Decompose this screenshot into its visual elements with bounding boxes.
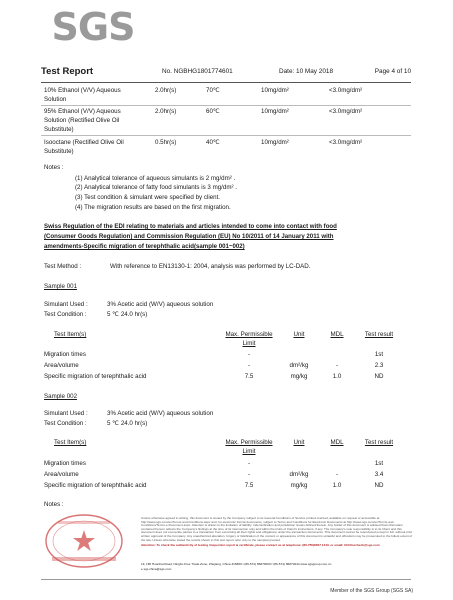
table-row-unit: dm²/kg: [289, 362, 309, 369]
table-row-result: ND: [374, 373, 384, 380]
col-header-limit: Limit: [242, 448, 256, 455]
table-row-item: Area/volume: [44, 471, 79, 478]
time-cell: 2.0hr(s): [155, 87, 177, 94]
conc-cell: 10mg/dm²: [261, 108, 289, 115]
table-row-result: 1st: [374, 351, 384, 358]
table-row-item: Specific migration of terephthalic acid: [44, 373, 147, 380]
table-row-item: Migration times: [44, 460, 86, 467]
simulant-cell: Solution: [44, 96, 67, 103]
header-divider: [41, 82, 411, 83]
col-header-unit: Unit: [293, 439, 305, 446]
simulant-cell: 95% Ethanol (V/V) Aqueous: [44, 108, 121, 115]
time-cell: 2.0hr(s): [155, 108, 177, 115]
table-row-result: 3.4: [374, 471, 384, 478]
table-row-limit: 7.5: [244, 373, 254, 380]
col-header-item: Test Item(s): [54, 331, 87, 338]
simulant-cell: Substitute): [44, 126, 74, 133]
conc-cell: 10mg/dm²: [261, 139, 289, 146]
simulant-cell: Isooctane (Rectified Olive Oil: [44, 139, 124, 146]
table-row-item: Specific migration of terephthalic acid: [44, 482, 147, 489]
table-row-result: ND: [374, 482, 384, 489]
table-row-limit: -: [247, 362, 251, 369]
test-condition-label: Test Condition :: [44, 420, 87, 427]
page-indicator: Page 4 of 10: [374, 68, 411, 75]
table-row-unit: mg/kg: [290, 482, 308, 489]
table-row-mdl: -: [335, 471, 339, 478]
temp-cell: 70℃: [206, 87, 220, 94]
table-row-mdl: 1.0: [332, 482, 342, 489]
col-header-mdl: MDL: [330, 439, 344, 446]
member-line: Member of the SGS Group (SGS SA): [330, 588, 413, 594]
test-condition-value: 5 ℃ 24.0 hr(s): [107, 311, 148, 318]
table-row-result: 1st: [374, 460, 384, 467]
sample-title: Sample 002: [44, 393, 78, 400]
report-number: No. NGBHG1801774601: [162, 68, 233, 75]
simulant-cell: Substitute): [44, 148, 74, 155]
note-item: (2) Analytical tolerance of fatty food simulants is 3 mg/dm² .: [75, 184, 237, 191]
test-condition-label: Test Condition :: [44, 311, 87, 318]
disclaimer-text: Unless otherwise agreed in writing, this document is issued by the Company subject to its General Conditions of Service printed overleaf, available on request or accessible at http://www.sgs.com/en/Terms-and-Conditions.aspx and, for electronic format documents, subject to Terms and Conditions for Electronic Documents at http://www.sgs.com/en/Terms-and-Conditions/Terms-e-Document.aspx. Attention is drawn to the limitation of liability, indemnification and jurisdiction issues defined therein. Any holder of this document is advised that information contained hereon reflects the Company's findings at the time of its intervention only and within the limits of Client's instructions, if any. The Company's sole responsibility is to its Client and this document does not exonerate parties to a transaction from exercising all their rights and obligations under the transaction documents. This document cannot be reproduced except in full, without prior written approval of the Company. Any unauthorized alteration, forgery or falsification of the content or appearance of this document is unlawful and offenders may be prosecuted to the fullest extent of the law. Unless otherwise stated the results shown in this test report refer only to the sample(s) tested.: [141, 516, 413, 542]
conc-cell: 10mg/dm²: [261, 87, 289, 94]
col-header-limit: Limit: [242, 340, 256, 347]
footer-disclaimer: [141, 516, 413, 571]
simulant-used-value: 3% Acetic acid (W/V) aqueous solution: [107, 410, 214, 417]
col-header-result: Test result: [364, 439, 394, 446]
note-item: (1) Analytical tolerance of aqueous simulants is 2 mg/dm² .: [75, 175, 236, 182]
limit-cell: <3.0mg/dm²: [329, 87, 363, 94]
report-title: Test Report: [41, 66, 94, 77]
row-divider: [41, 135, 411, 136]
table-row-mdl: 1.0: [332, 373, 342, 380]
report-date: Date: 10 May 2018: [279, 68, 333, 75]
simulant-used-label: Simulant Used :: [44, 410, 88, 417]
table-row-limit: 7.5: [244, 482, 254, 489]
temp-cell: 40℃: [206, 139, 220, 146]
col-header-item: Test Item(s): [54, 439, 87, 446]
test-condition-value: 5 ℃ 24.0 hr(s): [107, 420, 148, 427]
col-header-result: Test result: [364, 331, 394, 338]
col-header-limit: Max. Permissible: [225, 331, 273, 338]
row-divider: [41, 105, 411, 106]
col-header-limit: Max. Permissible: [225, 439, 273, 446]
notes-label: Notes :: [44, 164, 64, 171]
company-stamp-icon: [44, 513, 124, 569]
simulant-cell: 10% Ethanol (V/V) Aqueous: [44, 87, 121, 94]
table-row-limit: -: [247, 460, 251, 467]
simulant-used-value: 3% Acetic acid (W/V) aqueous solution: [107, 301, 214, 308]
temp-cell: 60℃: [206, 108, 220, 115]
report-header: [41, 66, 411, 80]
regulation-heading: amendments-Specific migration of terephthalic acid(sample 001~002): [44, 243, 245, 250]
table-row-limit: -: [247, 471, 251, 478]
limit-cell: <3.0mg/dm²: [329, 139, 363, 146]
test-method-value: With reference to EN13130-1: 2004, analysis was performed by LC-DAD.: [110, 263, 311, 270]
col-header-mdl: MDL: [330, 331, 344, 338]
time-cell: 0.5hr(s): [155, 139, 177, 146]
table-row-unit: dm²/kg: [289, 471, 309, 478]
test-method-label: Test Method :: [44, 263, 82, 270]
svg-text:SGS: SGS: [51, 8, 135, 44]
col-header-unit: Unit: [293, 331, 305, 338]
company-email: e sgs.china@sgs.com: [141, 567, 172, 571]
note-item: (4) The migration results are based on the first migration.: [75, 204, 231, 211]
table-row-item: Migration times: [44, 351, 86, 358]
table-row-result: 2.3: [374, 362, 384, 369]
sgs-logo-icon: [45, 8, 141, 44]
footer-divider: [41, 579, 411, 580]
limit-cell: <3.0mg/dm²: [329, 108, 363, 115]
table-row-mdl: -: [335, 362, 339, 369]
table-row-unit: mg/kg: [290, 373, 308, 380]
table-row-limit: -: [247, 351, 251, 358]
authenticity-note: Attention: To check the authenticity of testing /inspection report & certificate, please contact us at telephone: (86-755)8307 1443, or email: CN.Doccheck@sgs.com: [141, 543, 380, 548]
note-item: (3) Test condition & simulant were specified by client.: [75, 194, 221, 201]
simulant-cell: Solution (Rectified Olive Oil: [44, 117, 120, 124]
notes-label: Notes :: [44, 501, 64, 508]
sample-title: Sample 001: [44, 283, 78, 290]
simulant-used-label: Simulant Used :: [44, 301, 88, 308]
table-row-item: Area/volume: [44, 362, 79, 369]
regulation-heading: (Consumer Goods Regulation) and Commission Regulation (EU) No 10/2011 of 14 January 2011 with: [44, 233, 334, 240]
company-address: 1F, 165 Huanhai Road, Ningbo Free Trade Zone, Zhejiang, China 315800 t (86-574) 86870000 f (86-574) 86870244 www.sgsgroup.com.cn: [141, 562, 332, 566]
regulation-heading: Swiss Regulation of the EDI relating to materials and articles intended to come into contact with food: [44, 223, 337, 230]
